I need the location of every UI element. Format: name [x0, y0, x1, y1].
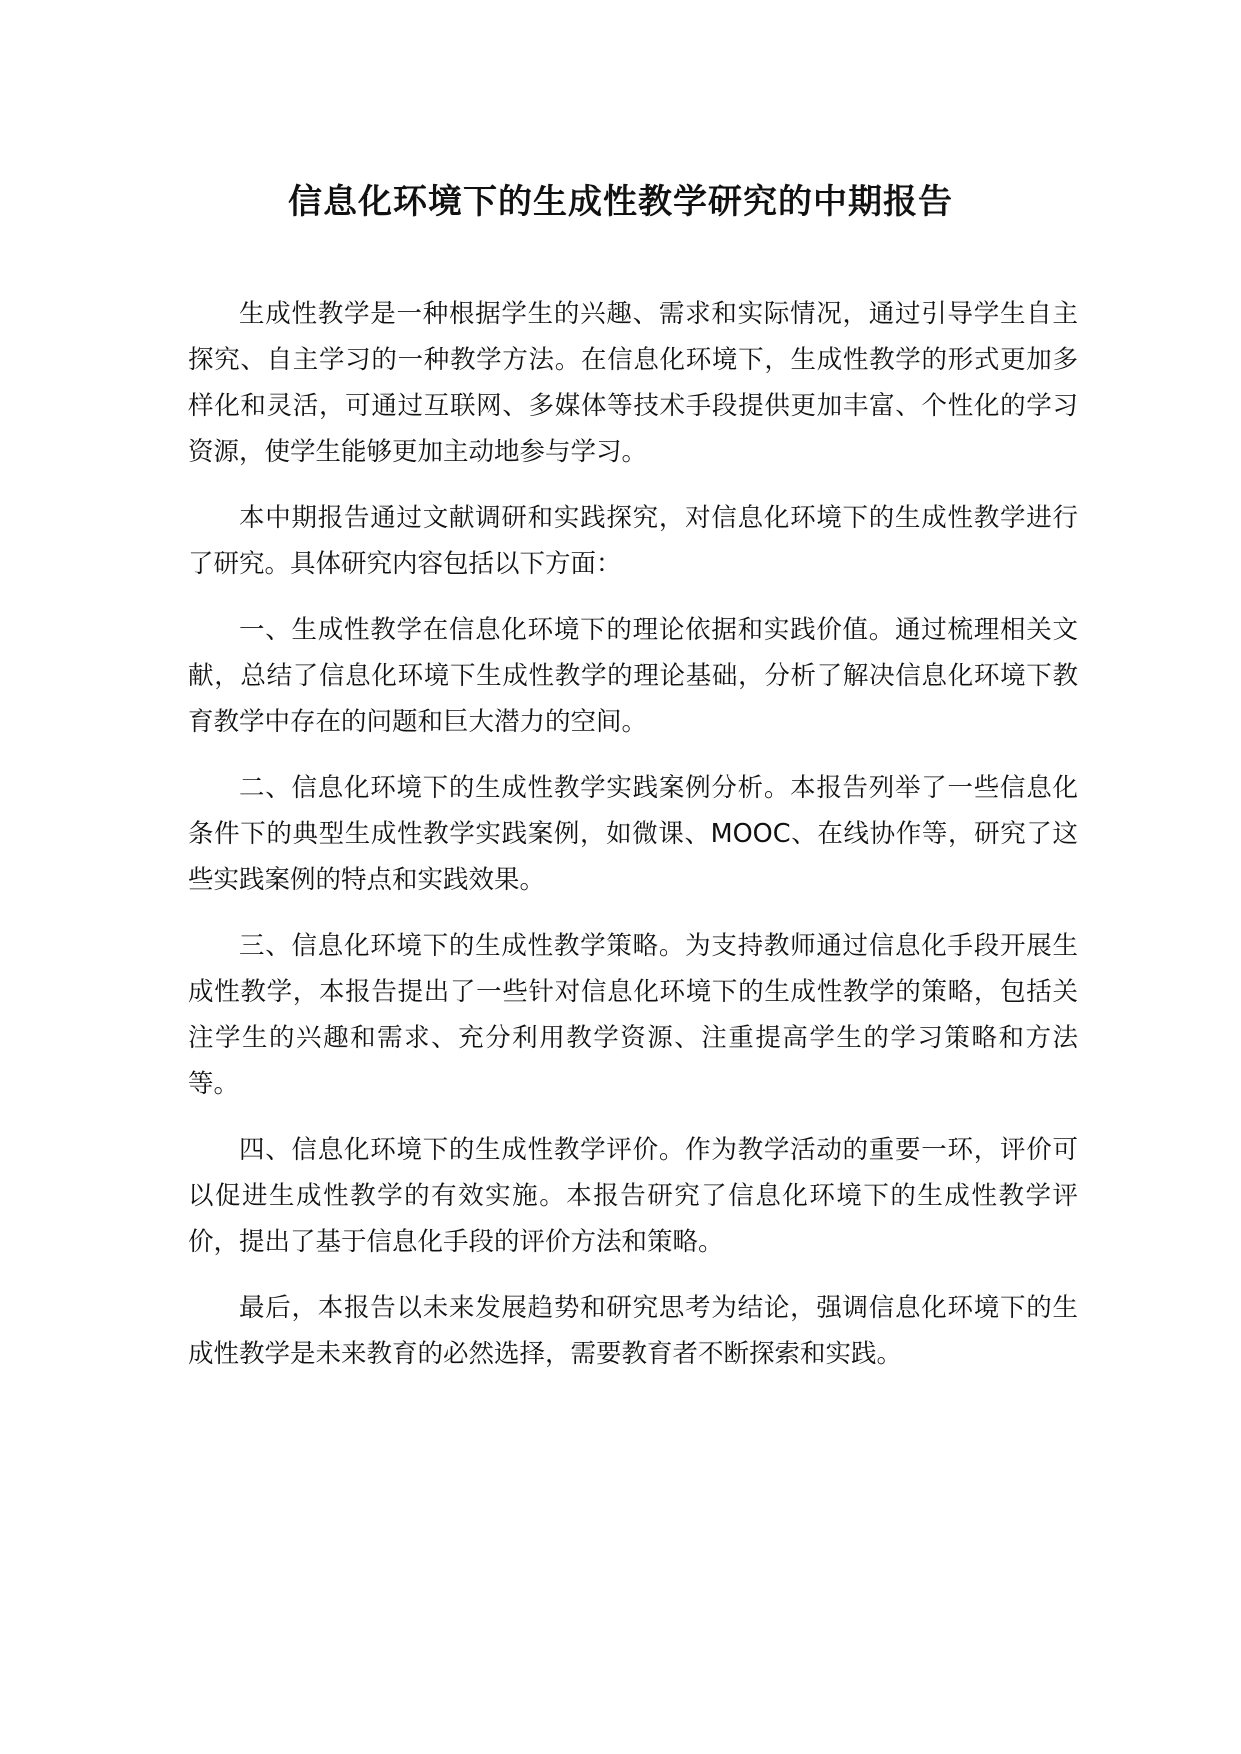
paragraph-section-3: 三、信息化环境下的生成性教学策略。为支持教师通过信息化手段开展生成性教学，本报告提出了一些针对信息化环境下的生成性教学的策略，包括关注学生的兴趣和需求、充分利用教学资源、注重提高学生的学习策略和方法等。: [188, 931, 1078, 1099]
paragraph-conclusion: 最后，本报告以未来发展趋势和研究思考为结论，强调信息化环境下的生成性教学是未来教育的必然选择，需要教育者不断探索和实践。: [188, 1293, 1078, 1369]
paragraph-section-2: 二、信息化环境下的生成性教学实践案例分析。本报告列举了一些信息化条件下的典型生成性教学实践案例，如微课、MOOC、在线协作等，研究了这些实践案例的特点和实践效果。: [188, 773, 1078, 895]
paragraph-intro: 生成性教学是一种根据学生的兴趣、需求和实际情况，通过引导学生自主探究、自主学习的一种教学方法。在信息化环境下，生成性教学的形式更加多样化和灵活，可通过互联网、多媒体等技术手段提供更加丰富、个性化的学习资源，使学生能够更加主动地参与学习。: [188, 299, 1078, 467]
paragraph-section-4: 四、信息化环境下的生成性教学评价。作为教学活动的重要一环，评价可以促进生成性教学的有效实施。本报告研究了信息化环境下的生成性教学评价，提出了基于信息化手段的评价方法和策略。: [188, 1135, 1078, 1257]
document-title: 信息化环境下的生成性教学研究的中期报告: [288, 182, 953, 222]
paragraph-overview: 本中期报告通过文献调研和实践探究，对信息化环境下的生成性教学进行了研究。具体研究内容包括以下方面：: [188, 503, 1078, 579]
document-body: [188, 291, 1078, 1397]
paragraph-section-1: 一、生成性教学在信息化环境下的理论依据和实践价值。通过梳理相关文献，总结了信息化环境下生成性教学的理论基础，分析了解决信息化环境下教育教学中存在的问题和巨大潜力的空间。: [188, 615, 1078, 737]
